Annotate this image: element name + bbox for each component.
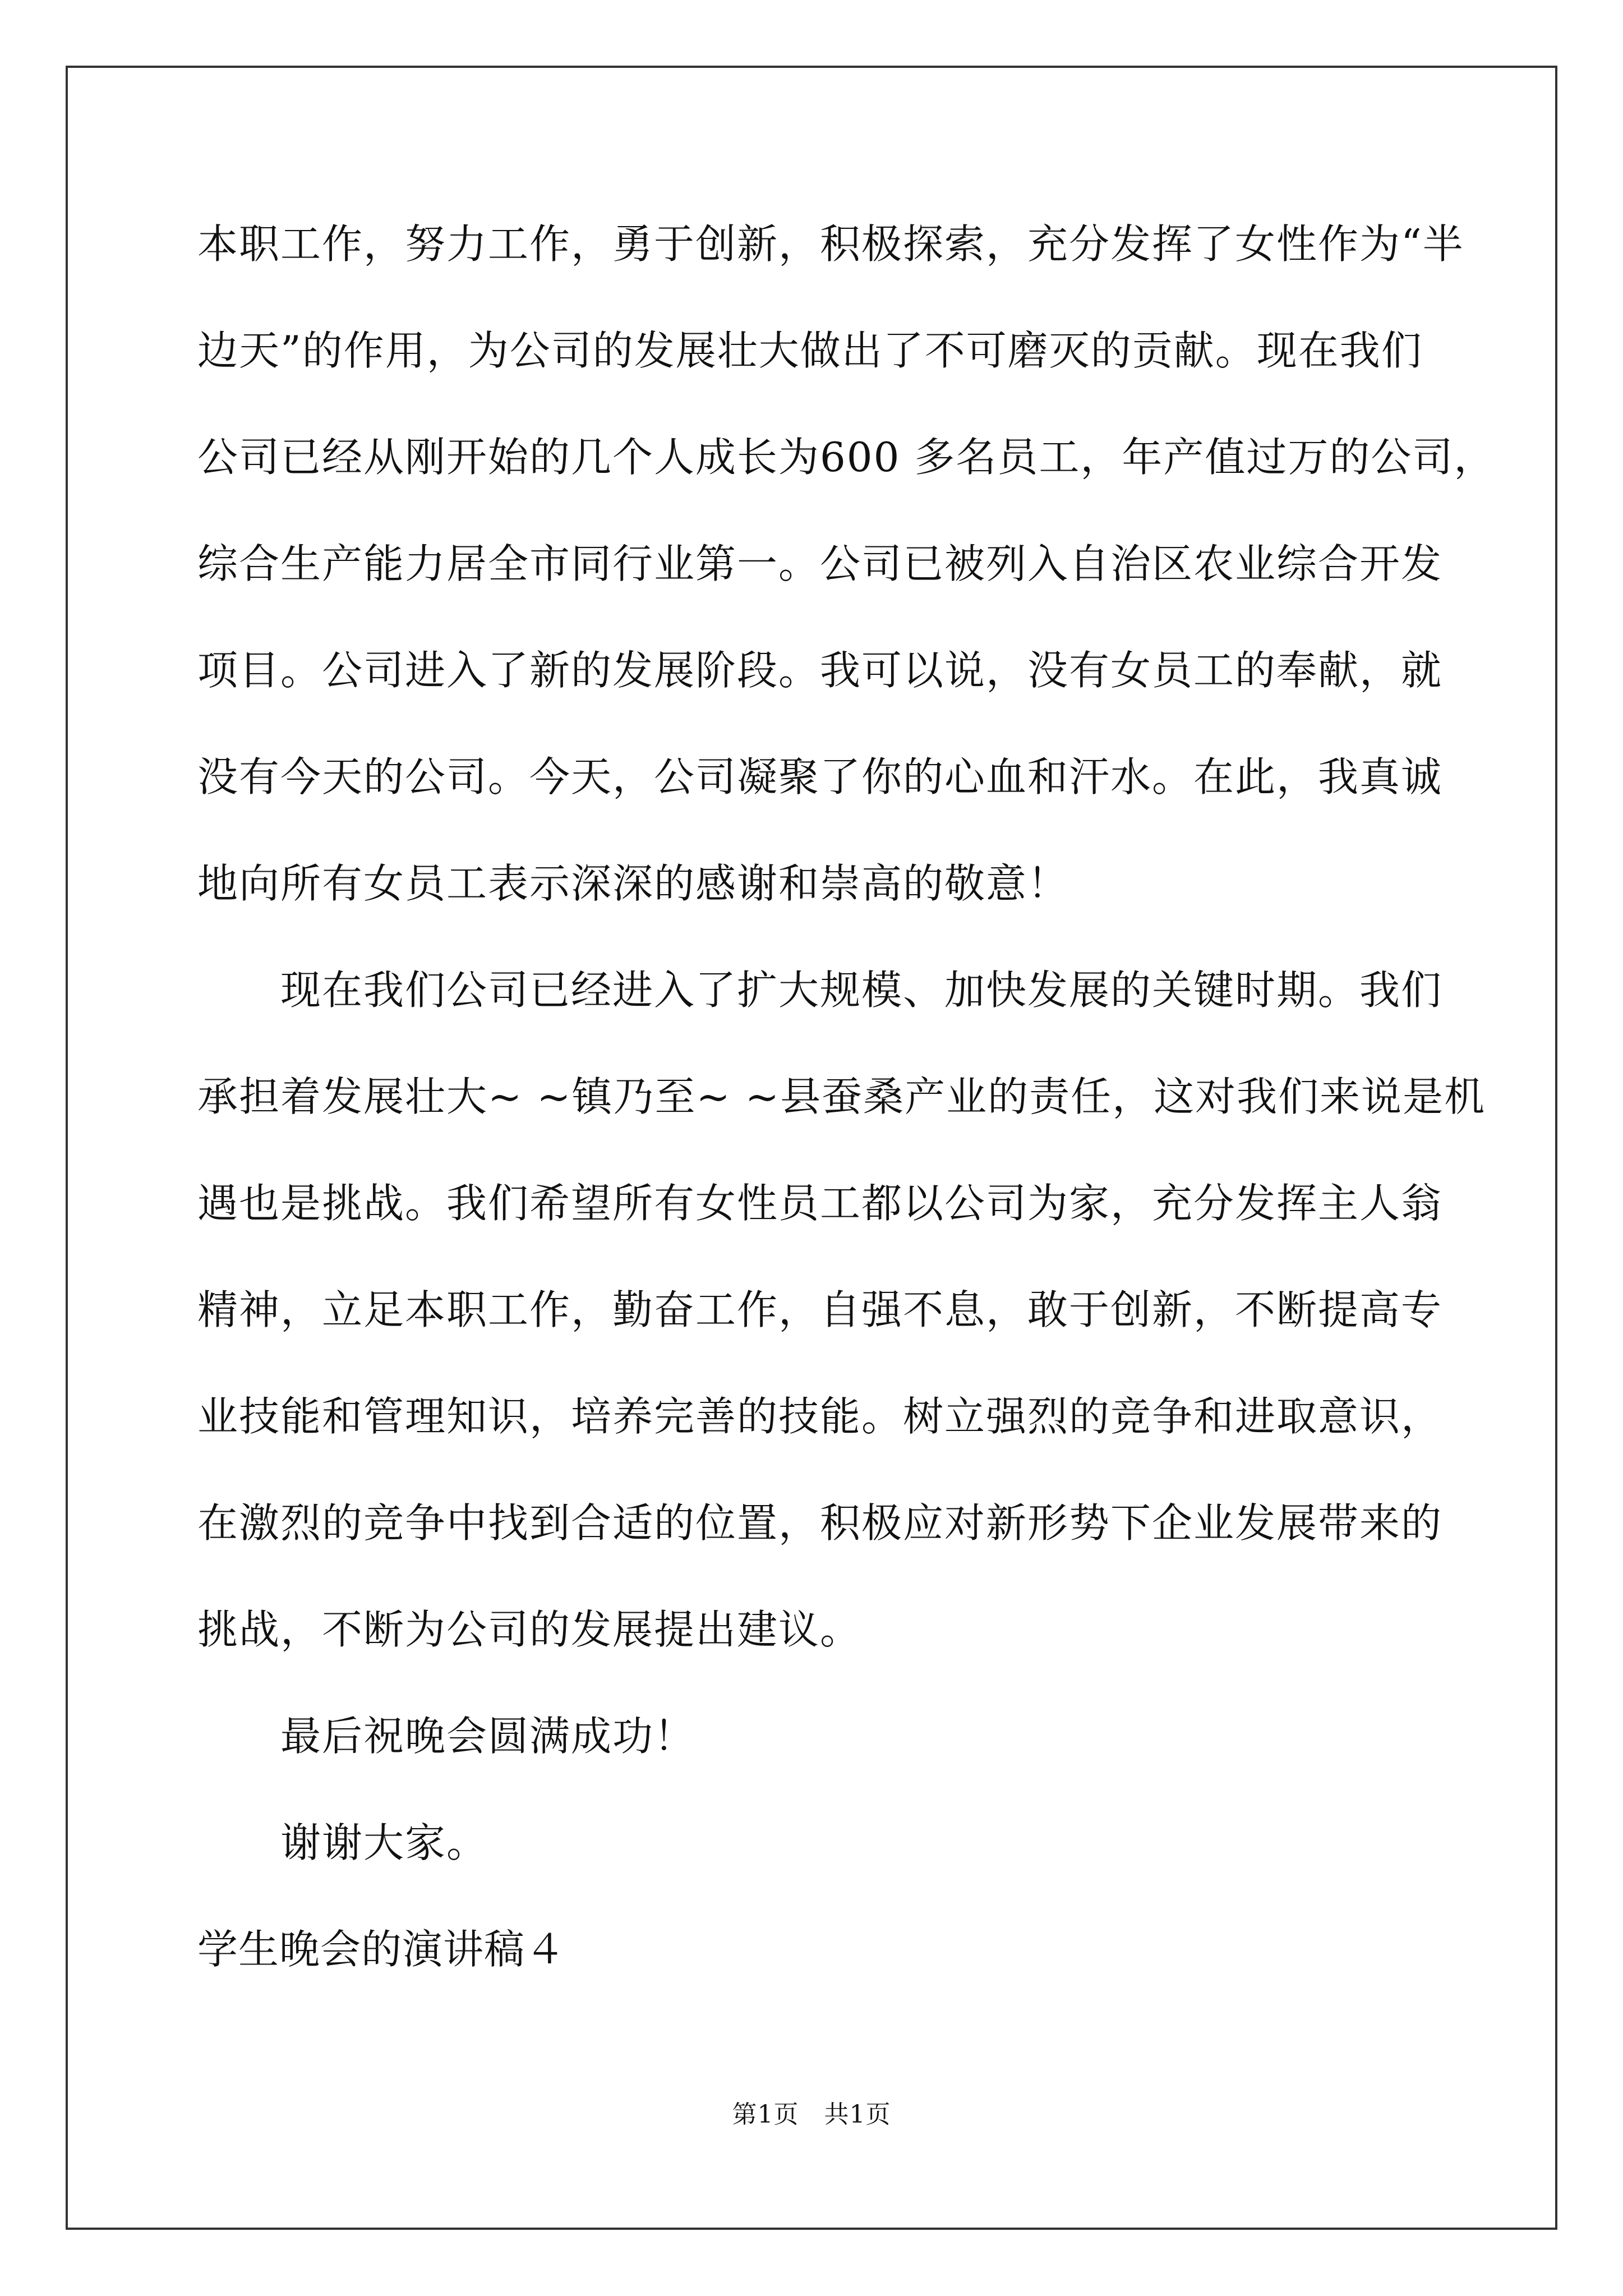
paragraph-2-line-4: 精神，立足本职工作，勤奋工作，自强不息，敢于创新，不断提高专 — [197, 1286, 1443, 1333]
paragraph-1-line-4: 综合生产能力居全市同行业第一。公司已被列入自治区农业综合开发 — [197, 540, 1443, 587]
paragraph-1-line-7: 地向所有女员工表示深深的感谢和崇高的敬意！ — [197, 860, 1069, 907]
paragraph-2-line-7: 挑战，不断为公司的发展提出建议。 — [197, 1606, 862, 1653]
paragraph-1-line-6: 没有今天的公司。今天，公司凝聚了你的心血和汗水。在此，我真诚 — [197, 753, 1443, 800]
paragraph-1-line-3: 公司已经从刚开始的几个人成长为600 多名员工，年产值过万的公司， — [197, 434, 1496, 481]
paragraph-2-line-2: 承担着发展壮大~ ~镇乃至~ ~县蚕桑产业的责任，这对我们来说是机 — [197, 1073, 1486, 1120]
paragraph-1-line-2: 边天”的作用，为公司的发展壮大做出了不可磨灭的贡献。现在我们 — [197, 327, 1423, 374]
paragraph-1-line-1: 本职工作，努力工作，勇于创新，积极探索，充分发挥了女性作为“半 — [197, 220, 1464, 268]
paragraph-4-line-1: 谢谢大家。 — [280, 1819, 488, 1866]
page-number-footer: 第1页 共1页 — [732, 2100, 891, 2129]
paragraph-3-line-1: 最后祝晚会圆满成功！ — [280, 1713, 696, 1760]
paragraph-2-line-6: 在激烈的竞争中找到合适的位置，积极应对新形势下企业发展带来的 — [197, 1499, 1443, 1547]
paragraph-2-line-3: 遇也是挑战。我们希望所有女性员工都以公司为家，充分发挥主人翁 — [197, 1180, 1443, 1227]
paragraph-2-line-1: 现在我们公司已经进入了扩大规模、加快发展的关键时期。我们 — [280, 967, 1443, 1014]
paragraph-1-line-5: 项目。公司进入了新的发展阶段。我可以说，没有女员工的奉献，就 — [197, 647, 1443, 694]
page-border — [66, 66, 1557, 2230]
paragraph-2-line-5: 业技能和管理知识，培养完善的技能。树立强烈的竞争和进取意识， — [197, 1393, 1443, 1440]
section-heading: 学生晚会的演讲稿４ — [197, 1926, 566, 1973]
